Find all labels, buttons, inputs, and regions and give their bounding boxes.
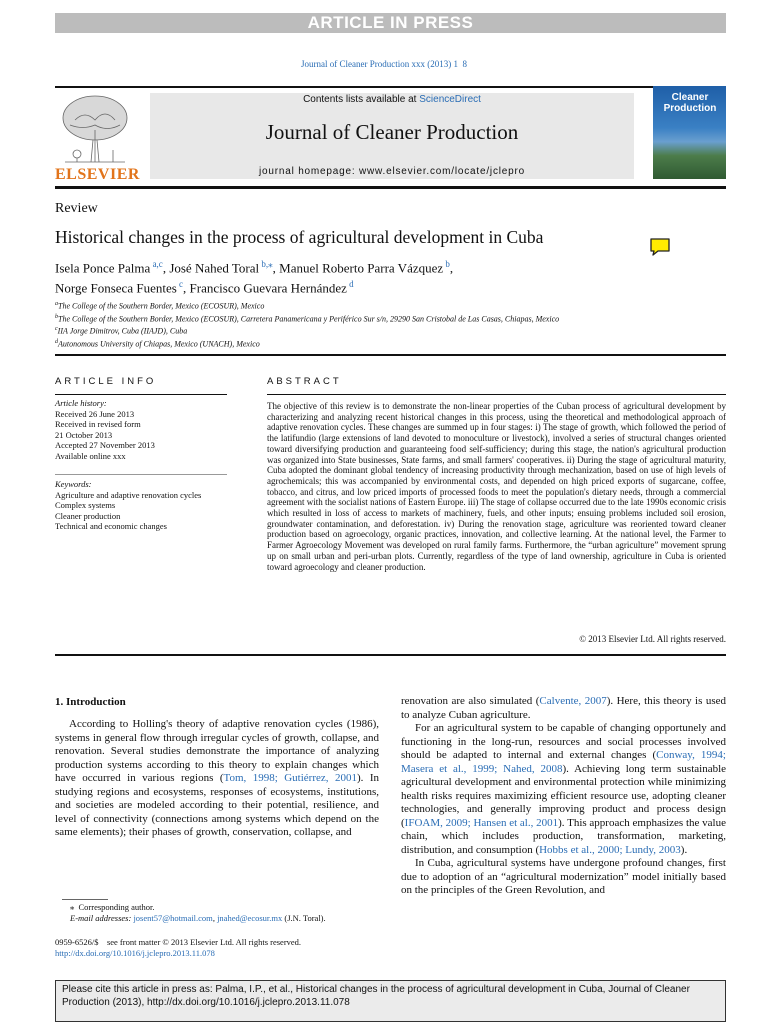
issn-block	[55, 937, 301, 959]
article-history	[55, 398, 227, 461]
affiliation-text: The College of the Southern Border, Mexico (ECOSUR), Carretera Panamericana y Periférico Sur s/n, 29290 San Cristobal de Las Casas, Chiapas, Mexico	[58, 314, 560, 324]
affiliation-key: d	[55, 338, 58, 345]
abstract-heading: ABSTRACT	[267, 376, 342, 387]
author-name: Norge Fonseca Fuentes	[55, 280, 177, 296]
citation-link[interactable]: Tom, 1998; Gutiérrez, 2001	[223, 772, 357, 784]
author-name: Francisco Guevara Hernández	[189, 280, 347, 296]
footnote-mark: ⁎	[70, 902, 75, 912]
author-list	[55, 256, 655, 297]
footnote-rule	[62, 899, 108, 900]
affiliation-text: The College of the Southern Border, Mexico (ECOSUR), Mexico	[58, 301, 265, 311]
citation-link[interactable]: Hobbs et al., 2000; Lundy, 2003	[539, 843, 681, 856]
header-rule	[55, 354, 726, 356]
journal-homepage[interactable]: journal homepage: www.elsevier.com/locate/jclepro	[259, 166, 525, 177]
affiliation-key: b	[55, 313, 58, 320]
article-history-label: Article history:	[55, 398, 107, 408]
author-name: José Nahed Toral	[169, 260, 260, 276]
publisher-logo-text: ELSEVIER	[55, 166, 140, 183]
history-item: 21 October 2013	[55, 429, 113, 440]
author-separator: ,	[272, 260, 280, 276]
article-title: Historical changes in the process of agricultural development in Cuba	[55, 227, 544, 247]
keywords-rule	[55, 474, 227, 475]
keywords	[55, 479, 227, 532]
history-item: Accepted 27 November 2013	[55, 440, 155, 450]
top-rule	[55, 86, 726, 88]
email-link-2[interactable]: jnahed@ecosur.mx	[217, 912, 283, 923]
email-link-1[interactable]: josent57@hotmail.com	[133, 912, 213, 923]
article-type: Review	[55, 201, 98, 216]
abstract-bottom-rule	[55, 654, 726, 656]
affiliation-item	[55, 299, 559, 312]
history-item: Received in revised form	[55, 419, 141, 429]
affiliation-marker[interactable]: d	[346, 279, 354, 290]
keyword-list	[55, 490, 227, 532]
affiliation-text: Autonomous University of Chiapas, Mexico (UNACH), Mexico	[58, 339, 260, 349]
affiliation-key: c	[55, 326, 58, 333]
citation-link[interactable]: Conway, 1994; Masera et al., 1999; Nahed, 2008	[401, 749, 726, 775]
keyword-item: Agriculture and adaptive renovation cycles	[55, 489, 202, 500]
history-item: Available online xxx	[55, 450, 126, 461]
journal-reference[interactable]: Journal of Cleaner Production xxx (2013) 1 8	[301, 59, 467, 69]
intro-text: For an agricultural system to be capable of changing opportunely and functioning in the long-run, resources and social processes involved should be adapted to internal and external changes (	[401, 722, 726, 761]
author-separator: ,	[183, 280, 190, 296]
keyword-item: Technical and economic changes	[55, 521, 167, 531]
masthead-bottom-rule	[55, 186, 726, 189]
doi-link[interactable]: http://dx.doi.org/10.1016/j.jclepro.2013.11.078	[55, 948, 215, 958]
intro-paragraph-2	[401, 722, 726, 857]
affiliation-item	[55, 312, 559, 325]
intro-text: ). Here, this theory is used to analyze Cuban agriculture.	[401, 695, 726, 721]
affiliation-item	[55, 324, 559, 337]
author-separator: ,	[162, 260, 170, 276]
abstract-rule	[267, 394, 726, 395]
affiliation-text: IIA Jorge Dimitrov, Cuba (IIAJD), Cuba	[57, 326, 188, 336]
history-list	[55, 409, 227, 462]
affiliation-marker[interactable]: b	[443, 259, 450, 269]
intro-text: ). This approach emphasizes the value chain, which includes production, transformation, marketing, distribution, and consumption (	[401, 816, 726, 856]
corresponding-label: Corresponding author.	[78, 902, 155, 912]
intro-column-2	[401, 695, 726, 898]
citation-link[interactable]: IFOAM, 2009; Hansen et al., 2001	[404, 816, 559, 829]
affiliation-key: a	[55, 301, 58, 307]
intro-text: ). Achieving long term sustainable agricultural development and environmental protection while minimizing health risks requires maximizing efficient resource use, adopting cleaner technologies, and generally improving product and process design (	[401, 762, 727, 829]
author-separator: ,	[449, 260, 454, 276]
section-heading-introduction: 1. Introduction	[55, 696, 126, 708]
author-name: Isela Ponce Palma	[55, 260, 151, 276]
journal-cover-title: Cleaner Production	[663, 92, 717, 114]
author-line-2	[55, 276, 655, 296]
comment-note-icon[interactable]	[649, 237, 671, 257]
affiliation-marker[interactable]: b,⁎	[259, 259, 273, 269]
keywords-label: Keywords:	[55, 479, 92, 489]
abstract-text: The objective of this review is to demonstrate the non-linear properties of the Cuban process of agricultural development by characterizing and analyzing recent historical changes in this process, using the theoretical and methodological approach of adaptive renovation cycles. These changes are summed up in four stages: i) The stage of growth, which followed the period of the latifundio (large extensions of land devoted to monoculture or livestock), involved a series of structural changes oriented toward diversifying production and guaranteeing food self-sufficiency; during this stage, the nation's agricultural production was organized into State businesses, State farms, and small farmers' cooperatives. ii) During the stage of agricultural maturity, Cuba adopted the dominant global tendency of increasing productivity through mechanization, based on use of high levels of agrochemicals; this was accompanied by environmental costs, and depended on high priced exports of sugarcane, coffee, tobacco, and citrus, and low priced imports of processed foods to meet the population's dietary needs, through a commercial agreement with the socialist nations of Eastern Europe. iii) The stage of collapse occurred due to the late 1990s economic crisis which resulted in loss of access to markets of machinery, fuels, and other inputs; ensuing problems included soil erosion, groundwater contamination, and deforestation. iv) During the renovation stage, agriculture was reoriented toward cleaner production based on agroecology, organic practices, innovation, and collective learning. At the national level, the Farmer to Farmer Agroecology Movement was developed on rural family farms. Furthermore, the “urban agriculture” movement sprung up on small urban and peri-urban plots. Currently, regardless of the type of land ownership, agriculture in Cuba is oriented toward agroecology and cleaner production.	[267, 401, 726, 572]
intro-text: renovation are also simulated (	[401, 695, 540, 707]
article-info-heading: ARTICLE INFO	[55, 376, 157, 387]
contents-line	[150, 94, 634, 105]
sciencedirect-link[interactable]: ScienceDirect	[419, 94, 481, 105]
history-item: Received 26 June 2013	[55, 408, 135, 419]
author-line-1	[55, 256, 655, 276]
email-label: E-mail addresses:	[70, 912, 134, 923]
intro-paragraph-1	[55, 718, 379, 840]
affiliation-marker[interactable]: c	[176, 279, 184, 290]
contents-prefix: Contents lists available at	[303, 94, 420, 105]
intro-paragraph-3: In Cuba, agricultural systems have undergone profound changes, first due to adoption of an “agricultural modernization” model initially based on the principles of the Green Revolution, and	[401, 857, 726, 896]
author-name: Manuel Roberto Parra Vázquez	[279, 260, 444, 276]
intro-text: ).	[680, 843, 688, 856]
abstract-copyright: © 2013 Elsevier Ltd. All rights reserved.	[579, 634, 726, 644]
affiliation-item	[55, 337, 559, 350]
citation-box: Please cite this article in press as: Palma, I.P., et al., Historical changes in the process of agricultural development in Cuba, Journal of Cleaner Production (2013), http://dx.doi.org/10.1016/j.jclepro.2013.11.078	[55, 980, 726, 1022]
intro-text: According to Holling's theory of adaptive renovation cycles (1986), systems in general flow through irregular cycles of growth, collapse, and renovation. Several studies demonstrate the importance of analyzing production systems according to this theory to explain changes which have occurred in various regions (	[55, 718, 379, 784]
keyword-item: Cleaner production	[55, 510, 121, 521]
journal-title: Journal of Cleaner Production	[265, 120, 519, 144]
info-rule	[55, 394, 227, 395]
affiliation-marker[interactable]: a,c	[150, 259, 163, 269]
affiliations	[55, 299, 559, 350]
intro-paragraph-continued	[401, 695, 726, 722]
keyword-item: Complex systems	[55, 500, 116, 510]
intro-text: ). In studying regions and ecosystems, responses of ecosystems, institutions, and societies are modeled according to their potential, resilience, and level of connectivity (connections among systems which depend on the same elements); their phases of growth, conservation, collapse, and	[55, 772, 379, 838]
email-suffix: (J.N. Toral).	[282, 912, 326, 923]
issn-line: 0959-6526/$ see front matter © 2013 Elsevier Ltd. All rights reserved.	[55, 937, 302, 947]
article-in-press-banner: ARTICLE IN PRESS	[55, 13, 726, 33]
corresponding-author-footnote: ⁎ Corresponding author. E-mail addresses: josent57@hotmail.com, jnahed@ecosur.mx (J.N. Toral).	[70, 902, 326, 923]
citation-link[interactable]: Calvente, 2007	[539, 695, 607, 707]
